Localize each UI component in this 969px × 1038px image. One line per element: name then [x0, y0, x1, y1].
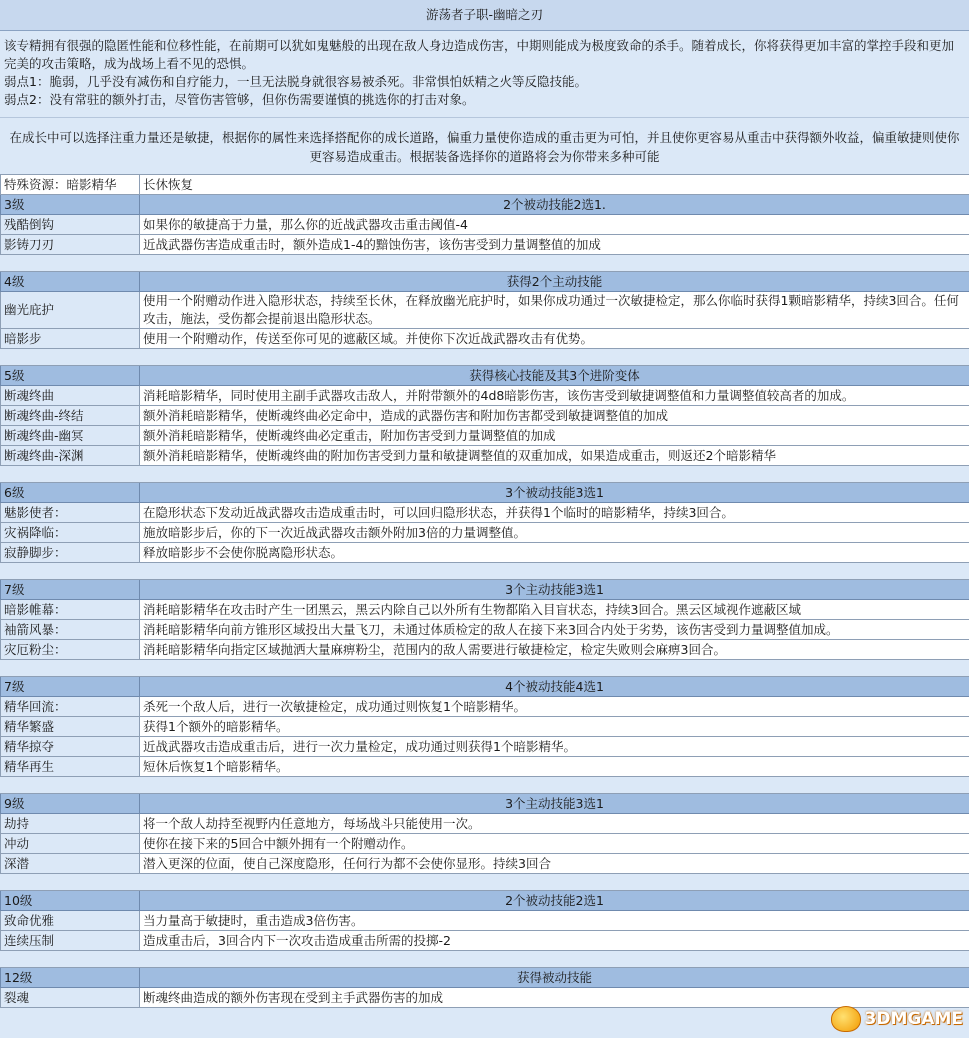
skill-name: 幽光庇护: [1, 292, 140, 329]
skill-row: [1, 503, 969, 523]
spacer-row: [1, 777, 969, 794]
intro-block: [0, 31, 969, 111]
skill-description: 造成重击后，3回合内下一次攻击造成重击所需的投掷-2: [140, 931, 969, 951]
level-label: 12级: [1, 968, 140, 988]
skill-description: 杀死一个敌人后，进行一次敏捷检定，成功通过则恢复1个暗影精华。: [140, 697, 969, 717]
level-label: 7级: [1, 580, 140, 600]
skill-description: 施放暗影步后，你的下一次近战武器攻击额外附加3倍的力量调整值。: [140, 523, 969, 543]
skill-description: 消耗暗影精华向指定区域抛洒大量麻痹粉尘，范围内的敌人需要进行敏捷检定，检定失败则会麻痹3回合。: [140, 640, 969, 660]
skill-name: 断魂终曲: [1, 386, 140, 406]
skill-row: [1, 640, 969, 660]
skill-description: 短休后恢复1个暗影精华。: [140, 757, 969, 777]
skill-row: [1, 717, 969, 737]
skill-row: [1, 329, 969, 349]
skill-row: [1, 543, 969, 563]
skill-row: [1, 988, 969, 1008]
level-label: 7级: [1, 677, 140, 697]
intro-line: 弱点1：脆弱，几乎没有减伤和自疗能力，一旦无法脱身就很容易被杀死。非常惧怕妖精之火等反隐技能。: [4, 74, 587, 89]
3dm-logo-icon: [831, 1006, 861, 1032]
section-heading: 3个被动技能3选1: [140, 483, 969, 503]
level-header: [1, 366, 969, 386]
skill-row: [1, 446, 969, 466]
level-header: [1, 891, 969, 911]
skill-name: 连续压制: [1, 931, 140, 951]
growth-note: 在成长中可以选择注重力量还是敏捷，根据你的属性来选择搭配你的成长道路，偏重力量使你造成的重击更为可怕，并且使你更容易从重击中获得额外收益，偏重敏捷则使你更容易造成重击。根据装备选择你的道路将会为你带来多种可能: [0, 117, 969, 174]
level-header: [1, 968, 969, 988]
section-heading: 3个主动技能3选1: [140, 794, 969, 814]
section-heading: 2个被动技能2选1: [140, 891, 969, 911]
skill-name: 影铸刀刃: [1, 235, 140, 255]
level-label: 5级: [1, 366, 140, 386]
level-header: [1, 580, 969, 600]
skill-description: 消耗暗影精华向前方锥形区域投出大量飞刀，未通过体质检定的敌人在接下来3回合内处于劣势，该伤害受到力量调整值加成。: [140, 620, 969, 640]
skill-description: 消耗暗影精华，同时使用主副手武器攻击敌人，并附带额外的4d8暗影伤害，该伤害受到敏捷调整值和力量调整值较高者的加成。: [140, 386, 969, 406]
skill-table: [0, 174, 969, 1008]
skill-description: 在隐形状态下发动近战武器攻击造成重击时，可以回归隐形状态，并获得1个临时的暗影精华，持续3回合。: [140, 503, 969, 523]
skill-description: 使用一个附赠动作进入隐形状态，持续至长休，在释放幽光庇护时，如果你成功通过一次敏捷检定，那么你临时获得1颗暗影精华，持续3回合。任何攻击，施法，受伤都会提前退出隐形状态。: [140, 292, 969, 329]
skill-name: 精华繁盛: [1, 717, 140, 737]
spacer-row: [1, 874, 969, 891]
skill-name: 冲动: [1, 834, 140, 854]
skill-row: [1, 737, 969, 757]
level-header: [1, 794, 969, 814]
skill-row: [1, 406, 969, 426]
skill-name: 灾祸降临：: [1, 523, 140, 543]
skill-description: 额外消耗暗影精华，使断魂终曲的附加伤害受到力量和敏捷调整值的双重加成，如果造成重击，则返还2个暗影精华: [140, 446, 969, 466]
level-label: 9级: [1, 794, 140, 814]
skill-row: [1, 600, 969, 620]
skill-row: [1, 386, 969, 406]
skill-row: [1, 931, 969, 951]
section-heading: 获得被动技能: [140, 968, 969, 988]
skill-name: 残酷倒钩: [1, 215, 140, 235]
level-header: [1, 272, 969, 292]
skill-row: [1, 215, 969, 235]
skill-row: [1, 523, 969, 543]
spacer-row: [1, 255, 969, 272]
skill-name: 劫持: [1, 814, 140, 834]
skill-name: 灾厄粉尘：: [1, 640, 140, 660]
skill-name: 精华回流：: [1, 697, 140, 717]
skill-name: 精华再生: [1, 757, 140, 777]
skill-description: 将一个敌人劫持至视野内任意地方，每场战斗只能使用一次。: [140, 814, 969, 834]
spacer-row: [1, 563, 969, 580]
skill-name: 致命优雅: [1, 911, 140, 931]
skill-description: 潜入更深的位面，使自己深度隐形，任何行为都不会使你显形。持续3回合: [140, 854, 969, 874]
skill-row: [1, 814, 969, 834]
level-label: 4级: [1, 272, 140, 292]
skill-description: 当力量高于敏捷时，重击造成3倍伤害。: [140, 911, 969, 931]
skill-name: 裂魂: [1, 988, 140, 1008]
skill-row: [1, 834, 969, 854]
skill-description: 额外消耗暗影精华，使断魂终曲必定命中，造成的武器伤害和附加伤害都受到敏捷调整值的加成: [140, 406, 969, 426]
skill-description: 额外消耗暗影精华，使断魂终曲必定重击，附加伤害受到力量调整值的加成: [140, 426, 969, 446]
intro-line: 弱点2：没有常驻的额外打击，尽管伤害管够，但你伤需要谨慎的挑选你的打击对象。: [4, 92, 475, 107]
section-heading: 获得2个主动技能: [140, 272, 969, 292]
skill-row: [1, 292, 969, 329]
skill-name: 暗影帷幕：: [1, 600, 140, 620]
spacer-row: [1, 466, 969, 483]
spacer-row: [1, 349, 969, 366]
skill-description: 近战武器攻击造成重击后，进行一次力量检定，成功通过则获得1个暗影精华。: [140, 737, 969, 757]
level-header: [1, 195, 969, 215]
skill-description: 断魂终曲造成的额外伤害现在受到主手武器伤害的加成: [140, 988, 969, 1008]
skill-row: [1, 854, 969, 874]
sheet-title: 游荡者子职-幽暗之刃: [0, 0, 969, 31]
section-heading: 3个主动技能3选1: [140, 580, 969, 600]
skill-name: 断魂终曲-幽冥: [1, 426, 140, 446]
skill-description: 近战武器伤害造成重击时，额外造成1-4的黯蚀伤害，该伤害受到力量调整值的加成: [140, 235, 969, 255]
intro-line: 该专精拥有很强的隐匿性能和位移性能，在前期可以犹如鬼魅般的出现在敌人身边造成伤害，中期则能成为极度致命的杀手。随着成长，你将获得更加丰富的掌控手段和更加完美的攻击策略，成为战场上看不见的恐惧。: [4, 38, 955, 71]
skill-description: 消耗暗影精华在攻击时产生一团黑云，黑云内除自己以外所有生物都陷入目盲状态，持续3回合。黑云区域视作遮蔽区域: [140, 600, 969, 620]
skill-name: 断魂终曲-终结: [1, 406, 140, 426]
skill-row: [1, 911, 969, 931]
section-heading: 4个被动技能4选1: [140, 677, 969, 697]
special-resource-label: 特殊资源：暗影精华: [1, 175, 140, 195]
level-label: 10级: [1, 891, 140, 911]
skill-row: [1, 235, 969, 255]
skill-name: 深潜: [1, 854, 140, 874]
skill-row: [1, 757, 969, 777]
skill-row: [1, 426, 969, 446]
skill-name: 袖箭风暴：: [1, 620, 140, 640]
watermark-text: 3DMGAME: [864, 1009, 963, 1029]
spacer-row: [1, 951, 969, 968]
spacer-row: [1, 660, 969, 677]
level-label: 6级: [1, 483, 140, 503]
section-heading: 2个被动技能2选1.: [140, 195, 969, 215]
skill-name: 寂静脚步：: [1, 543, 140, 563]
skill-description: 释放暗影步不会使你脱离隐形状态。: [140, 543, 969, 563]
skill-row: [1, 620, 969, 640]
special-resource-value: 长休恢复: [140, 175, 969, 195]
skill-description: 使你在接下来的5回合中额外拥有一个附赠动作。: [140, 834, 969, 854]
skill-name: 魅影使者：: [1, 503, 140, 523]
level-label: 3级: [1, 195, 140, 215]
level-header: [1, 677, 969, 697]
level-header: [1, 483, 969, 503]
skill-name: 暗影步: [1, 329, 140, 349]
section-heading: 获得核心技能及其3个进阶变体: [140, 366, 969, 386]
skill-description: 使用一个附赠动作，传送至你可见的遮蔽区域。并使你下次近战武器攻击有优势。: [140, 329, 969, 349]
skill-description: 如果你的敏捷高于力量，那么你的近战武器攻击重击阈值-4: [140, 215, 969, 235]
skill-row: [1, 697, 969, 717]
skill-description: 获得1个额外的暗影精华。: [140, 717, 969, 737]
watermark: [831, 1004, 964, 1034]
skill-name: 断魂终曲-深渊: [1, 446, 140, 466]
skill-name: 精华掠夺: [1, 737, 140, 757]
